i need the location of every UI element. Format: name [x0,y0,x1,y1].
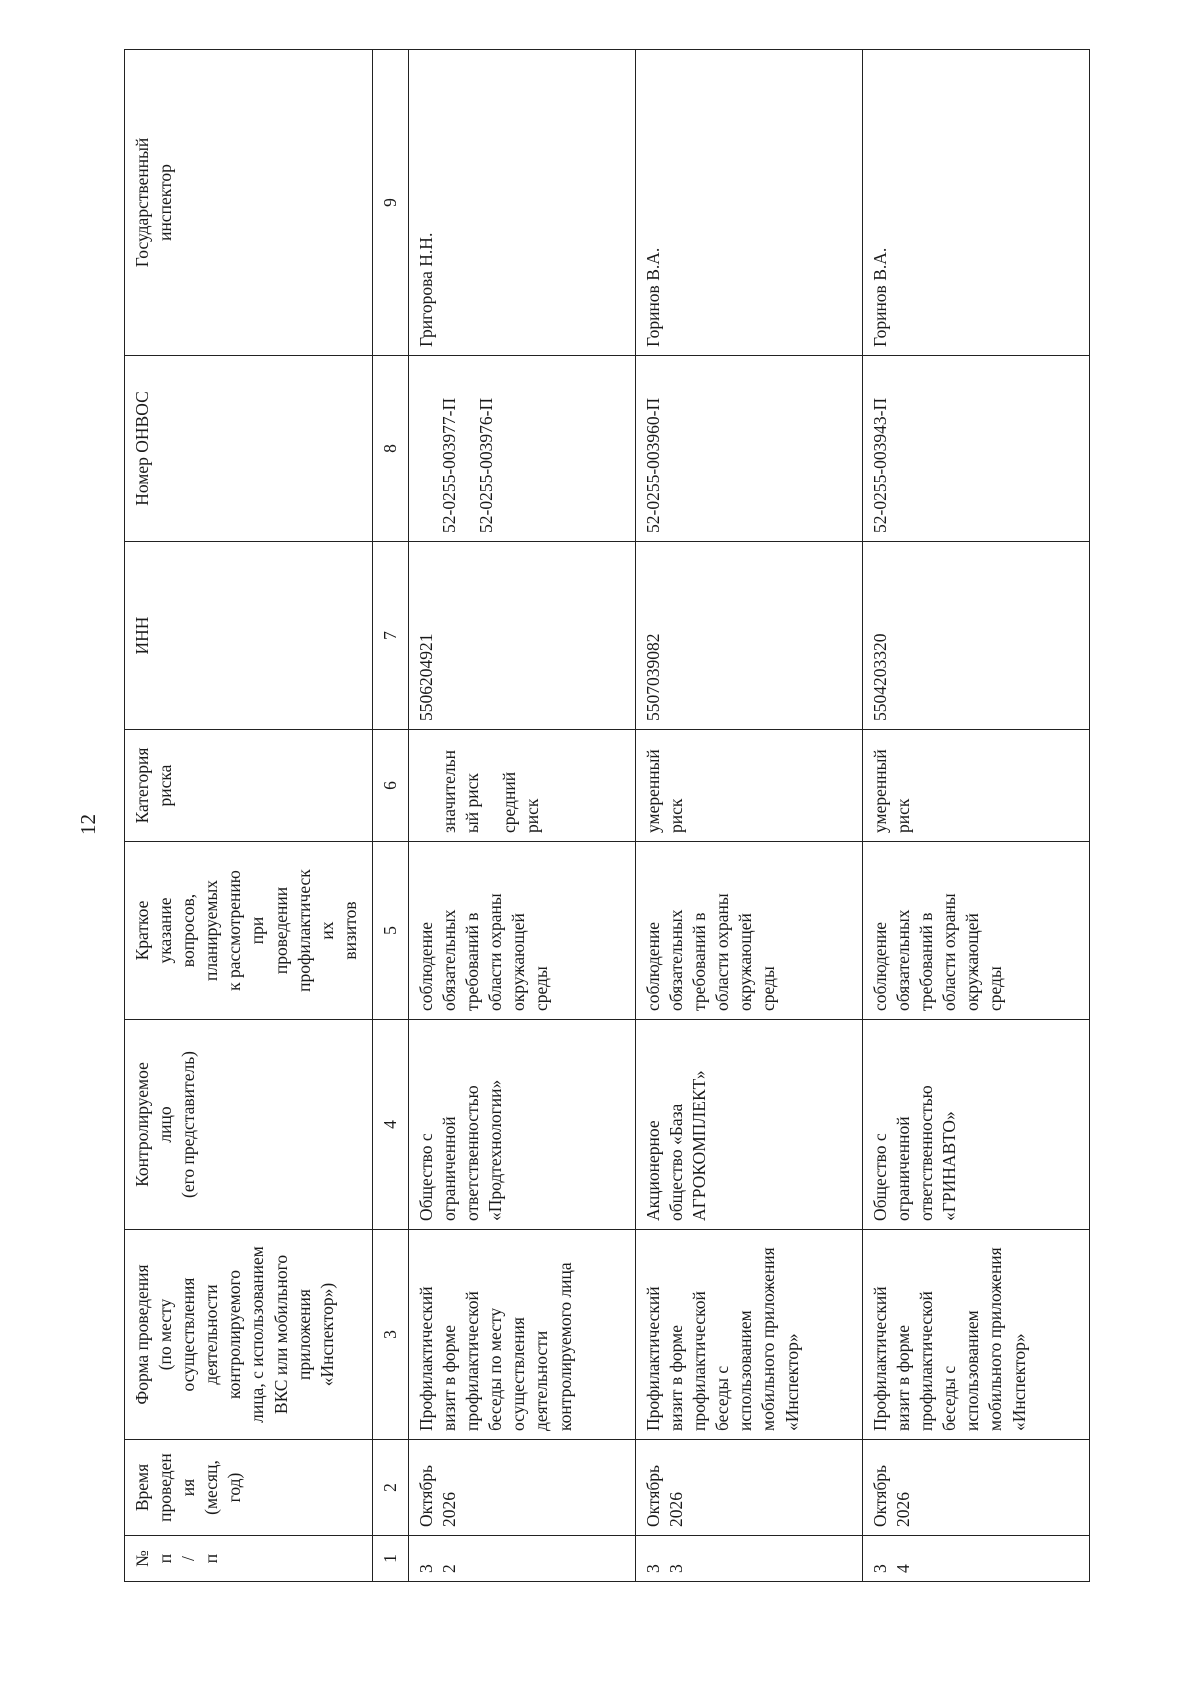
row-risk: умеренный риск [863,730,1090,842]
row-inn: 5506204921 [409,542,636,730]
row-entity: Общество с ограниченной ответственностью «ГРИНАВТО» [863,1020,1090,1230]
table-row [409,50,636,1582]
row-risk: умеренный риск [636,730,863,842]
row-onvos: 52-0255-003960-П [636,356,863,542]
column-number: 2 [373,1440,409,1536]
header-inspector: Государственный инспектор [125,50,373,356]
column-number: 1 [373,1536,409,1582]
header-form: Форма проведения (по месту осуществления деятельности контролируемого лица, с использованием ВКС или мобильного приложения «Инспектор») [125,1230,373,1440]
column-number: 3 [373,1230,409,1440]
row-time: Октябрь 2026 [409,1440,636,1536]
header-risk: Категория риска [125,730,373,842]
table-row [636,50,863,1582]
row-form: Профилактический визит в форме профилактической беседы с использованием мобильного приложения «Инспектор» [863,1230,1090,1440]
row-inspector: Горинов В.А. [636,50,863,356]
rotated-table-container [124,50,1090,1582]
header-number: № п / п [125,1536,373,1582]
onvos-value: 52-0255-003977-П [439,397,460,533]
table-header-row [125,50,373,1582]
table-row [863,50,1090,1582]
row-issues: соблюдение обязательных требований в области охраны окружающей среды [636,842,863,1020]
column-number: 7 [373,542,409,730]
row-issues: соблюдение обязательных требований в области охраны окружающей среды [409,842,636,1020]
row-time: Октябрь 2026 [863,1440,1090,1536]
row-inn: 5507039082 [636,542,863,730]
page-number: 12 [76,814,100,835]
row-form: Профилактический визит в форме профилактической беседы с использованием мобильного приложения «Инспектор» [636,1230,863,1440]
row-inspector: Григорова Н.Н. [409,50,636,356]
column-number: 6 [373,730,409,842]
column-number: 8 [373,356,409,542]
column-number: 4 [373,1020,409,1230]
row-number: 3 3 [636,1536,863,1582]
row-onvos: 52-0255-003943-П [863,356,1090,542]
inspection-plan-table [124,49,1090,1582]
row-issues: соблюдение обязательных требований в области охраны окружающей среды [863,842,1090,1020]
header-entity: Контролируемое лицо (его представитель) [125,1020,373,1230]
row-number: 3 2 [409,1536,636,1582]
column-number: 5 [373,842,409,1020]
row-onvos [409,356,636,542]
risk-value-secondary: средний риск [499,771,543,833]
header-time: Время проведен ия (месяц, год) [125,1440,373,1536]
onvos-value-secondary: 52-0255-003976-П [476,397,497,533]
header-onvos: Номер ОНВОС [125,356,373,542]
row-entity: Акционерное общество «База АГРОКОМПЛЕКТ» [636,1020,863,1230]
row-form: Профилактический визит в форме профилактической беседы по месту осуществления деятельности контролируемого лица [409,1230,636,1440]
row-risk [409,730,636,842]
column-number: 9 [373,50,409,356]
row-time: Октябрь 2026 [636,1440,863,1536]
row-inn: 5504203320 [863,542,1090,730]
row-inspector: Горинов В.А. [863,50,1090,356]
header-inn: ИНН [125,542,373,730]
row-entity: Общество с ограниченной ответственностью «Продтехнологии» [409,1020,636,1230]
row-number: 3 4 [863,1536,1090,1582]
header-issues: Краткое указание вопросов, планируемых к рассмотрению при проведении профилактическ их визитов [125,842,373,1020]
risk-value: значительн ый риск [439,749,483,833]
column-number-row [373,50,409,1582]
